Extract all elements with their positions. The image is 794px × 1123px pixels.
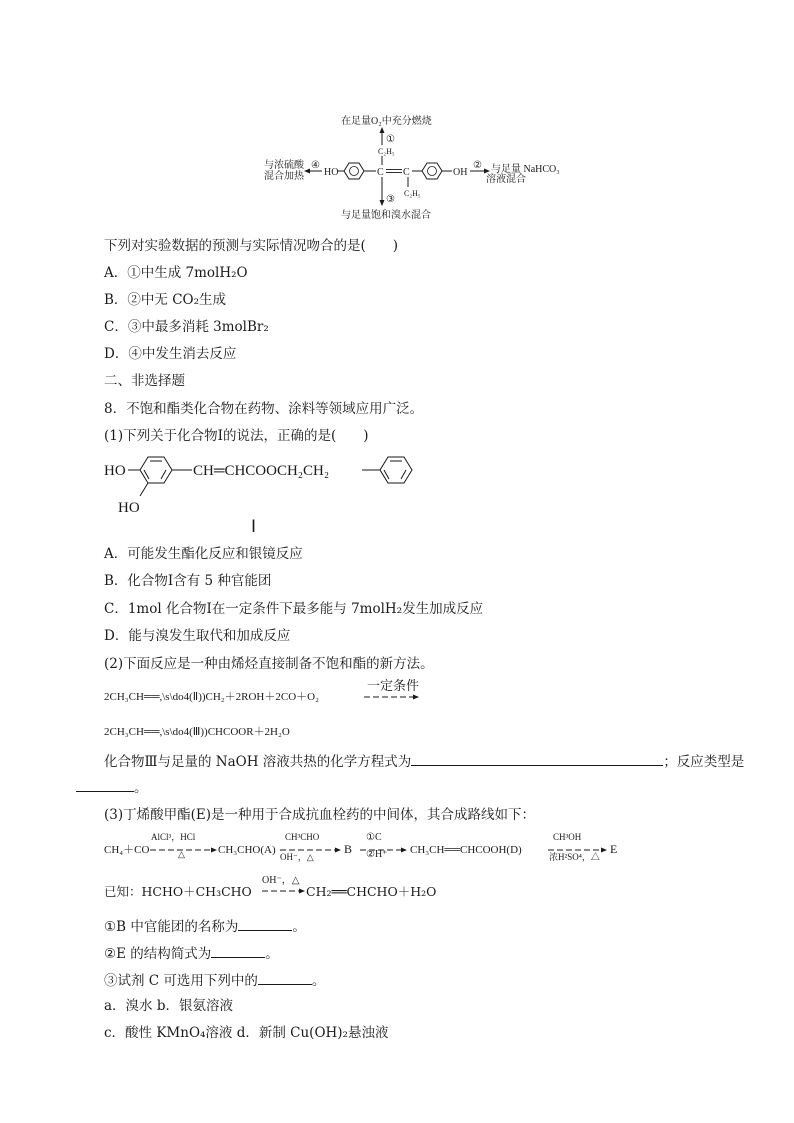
q8-part3-sub1 [104, 916, 306, 936]
step-4-marker: ④ [311, 160, 320, 171]
carbon-left: C [377, 167, 384, 178]
sub1-text: ①B 中官能团的名称为 [104, 919, 239, 935]
q8-part3-stem: (3)丁烯酸甲酯(E)是一种用于合成抗血栓药的中间体，其合成路线如下： [104, 807, 536, 823]
route-E: E [610, 842, 618, 856]
oh-right: OH [453, 167, 468, 178]
answer-blank-reaction-type[interactable] [76, 777, 134, 792]
left-label-2: 混合加热 [264, 171, 304, 182]
sub2-end: 。 [265, 946, 279, 962]
scheme-svg [0, 0, 794, 230]
q8-part2-stem: (2)下面反应是一种由烯烃直接制备不饱和酯的新方法。 [104, 656, 434, 672]
known-reaction-right: CH₂══CHCHO＋H₂O [306, 884, 437, 899]
equation-line-1: 2CH₃CH══,\s\do4(Ⅱ))CH₂＋2ROH＋2CO＋O₂ [104, 691, 319, 703]
q8-part2-question [104, 751, 744, 771]
top-label: 在足量O₂中充分燃烧 [341, 116, 432, 127]
struct-chain: CH═CHCOOCH₂CH₂ [193, 463, 330, 479]
q7-option-c: C．③中最多消耗 3molBr₂ [104, 319, 269, 335]
route-cond-2-top: CH³CHO [285, 832, 320, 842]
struct-ho-2: HO [118, 500, 140, 516]
step-3-marker: ③ [386, 194, 395, 205]
right-label-2: 溶液混合 [486, 174, 526, 185]
left-label-1: 与浓硫酸 [264, 160, 304, 171]
step-2-marker: ② [473, 160, 482, 171]
route-cond-2-bottom: OH⁻，△ [280, 852, 314, 862]
reagent-options-1: a．溴水 b．银氨溶液 [104, 998, 233, 1014]
q8-part2-text-b: ；反应类型是 [663, 754, 745, 770]
step-1-marker: ① [386, 134, 395, 145]
right-label-1: 与足量 NaHCO₃ [491, 164, 560, 175]
sub3-end: 。 [311, 973, 326, 989]
struct-ho-1: HO [104, 463, 126, 479]
q8-part1-option-a: A．可能发生酯化反应和银镜反应 [104, 546, 303, 562]
answer-blank-equation[interactable] [411, 751, 663, 766]
q8-part1-option-c: C．1mol 化合物Ⅰ在一定条件下最多能与 7molH₂发生加成反应 [104, 601, 484, 617]
q7-option-b: B．②中无 CO₂生成 [104, 292, 227, 308]
sub2-text: ②E 的结构简式为 [104, 946, 212, 962]
sub3-text: ③试剂 C 可选用下列中的 [104, 973, 258, 989]
route-cond-3-bottom: ②H⁺ [366, 849, 388, 860]
route-B: B [344, 842, 353, 856]
route-cond-1-bottom: △ [178, 849, 185, 859]
c2h5-bottom: C₂H₅ [404, 189, 421, 198]
q7-stem: 下列对实验数据的预测与实际情况吻合的是( ) [104, 238, 399, 254]
struct-label: Ⅰ [251, 517, 257, 536]
reaction-condition-1: 一定条件 [367, 679, 420, 694]
ho-left: HO [324, 167, 339, 178]
q8-part2-text-c: 。 [134, 780, 148, 796]
q8-part1-option-d: D．能与溴发生取代和加成反应 [104, 628, 291, 644]
carbon-right: C [403, 167, 410, 178]
known-reaction-condition: OH⁻，△ [262, 875, 300, 886]
bottom-label: 与足量饱和溴水混合 [341, 210, 431, 221]
q8-part1-option-b: B．化合物Ⅰ含有 5 种官能团 [104, 573, 272, 589]
q8-part3-sub2 [104, 943, 279, 963]
route-D: CH₃CH══CHCOOH(D) [410, 844, 522, 856]
answer-blank-functional-group[interactable] [238, 916, 292, 931]
route-cond-1-top: AlCl³，HCl [151, 832, 196, 842]
equation-line-2: 2CH₃CH══,\s\do4(Ⅲ))CHCOOR＋2H₂O [104, 726, 290, 738]
route-cond-3-top: ①C [366, 832, 382, 843]
route-A: CH₃CHO(A) [218, 844, 276, 856]
q8-part2-question-cont [76, 777, 148, 797]
answer-blank-structure[interactable] [211, 943, 265, 958]
q8-part1-stem: (1)下列关于化合物Ⅰ的说法，正确的是( ) [104, 428, 369, 444]
q8-stem: 8．不饱和酯类化合物在药物、涂料等领域应用广泛。 [104, 401, 424, 417]
c2h5-top: C₂H₅ [378, 147, 395, 156]
q8-part2-text-a: 化合物Ⅲ与足量的 NaOH 溶液共热的化学方程式为 [104, 754, 412, 770]
sub1-end: 。 [292, 919, 306, 935]
q8-part3-sub3 [104, 970, 325, 990]
q7-option-d: D．④中发生消去反应 [104, 346, 237, 362]
answer-blank-reagent[interactable] [258, 970, 312, 985]
section-heading: 二、非选择题 [104, 373, 185, 389]
q7-option-a: A．①中生成 7molH₂O [104, 265, 248, 281]
route-cond-4-top: CH³OH [553, 832, 582, 842]
reagent-options-2: c．酸性 KMnO₄溶液 d．新制 Cu(OH)₂悬浊液 [104, 1025, 389, 1041]
route-cond-4-bottom: 浓H²SO⁴，△ [549, 852, 600, 862]
route-start: CH₄＋CO [104, 844, 150, 856]
known-reaction-left: 已知：HCHO＋CH₃CHO [104, 884, 252, 899]
